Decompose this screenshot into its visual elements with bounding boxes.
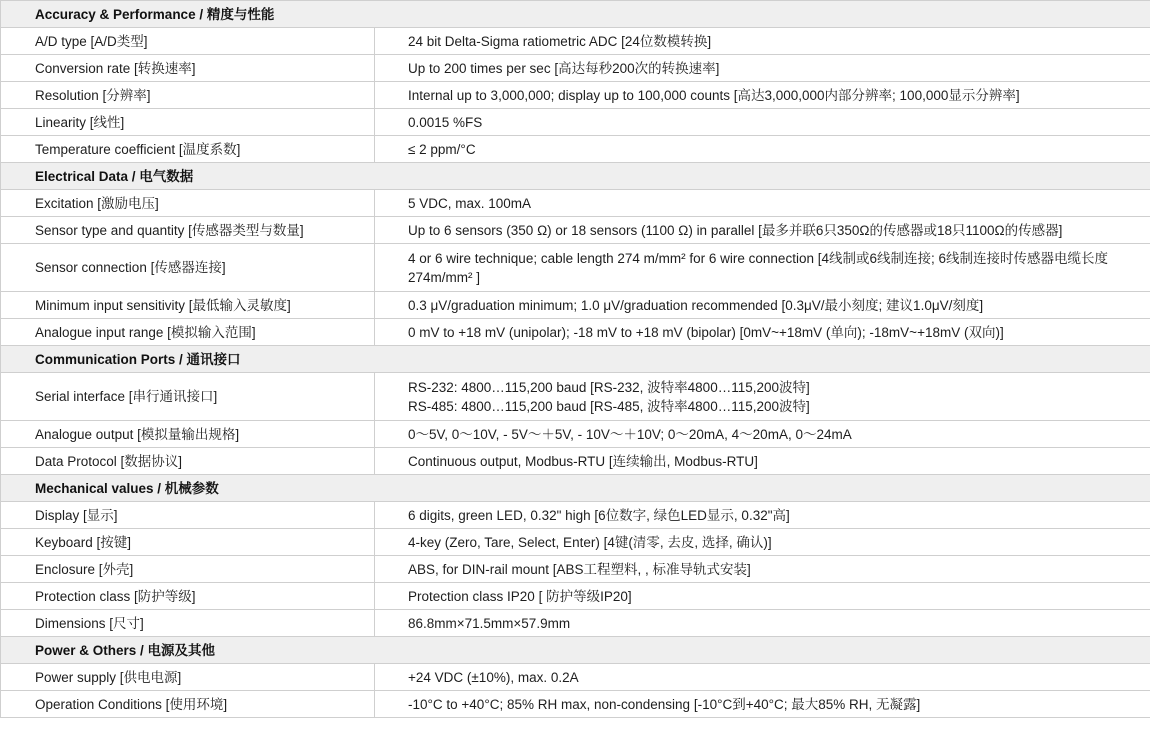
section-title: Power & Others / 电源及其他 xyxy=(1,637,1150,664)
spec-row xyxy=(1,373,1150,421)
spec-value-line: RS-485: 4800…115,200 baud [RS-485, 波特率4800…115,200波特] xyxy=(408,398,810,414)
section-title: Accuracy & Performance / 精度与性能 xyxy=(1,1,1150,28)
spec-value-line: RS-232: 4800…115,200 baud [RS-232, 波特率4800…115,200波特] xyxy=(408,379,810,395)
spec-value xyxy=(375,529,1150,556)
spec-label: Analogue output [模拟量输出规格] xyxy=(1,421,375,448)
spec-row xyxy=(1,82,1150,109)
spec-value xyxy=(375,691,1150,718)
spec-value-line: Protection class IP20 [ 防护等级IP20] xyxy=(408,588,632,604)
spec-value xyxy=(375,109,1150,136)
spec-value-line: 0.0015 %FS xyxy=(408,114,483,130)
spec-label: Sensor type and quantity [传感器类型与数量] xyxy=(1,217,375,244)
spec-value-line: Continuous output, Modbus-RTU [连续输出, Modbus-RTU] xyxy=(408,453,758,469)
spec-row xyxy=(1,502,1150,529)
spec-value-line: Up to 200 times per sec [高达每秒200次的转换速率] xyxy=(408,60,720,76)
spec-label: Dimensions [尺寸] xyxy=(1,610,375,637)
spec-row xyxy=(1,529,1150,556)
spec-value-line: 24 bit Delta-Sigma ratiometric ADC [24位数模转换] xyxy=(408,33,712,49)
spec-label: A/D type [A/D类型] xyxy=(1,28,375,55)
spec-label: Serial interface [串行通讯接口] xyxy=(1,373,375,421)
spec-value xyxy=(375,664,1150,691)
spec-row xyxy=(1,319,1150,346)
spec-value xyxy=(375,583,1150,610)
section-header-row xyxy=(1,637,1150,664)
spec-value xyxy=(375,319,1150,346)
spec-label: Excitation [激励电压] xyxy=(1,190,375,217)
spec-value xyxy=(375,610,1150,637)
spec-value xyxy=(375,82,1150,109)
spec-value xyxy=(375,502,1150,529)
spec-label: Display [显示] xyxy=(1,502,375,529)
spec-value xyxy=(375,292,1150,319)
spec-row xyxy=(1,109,1150,136)
spec-row xyxy=(1,136,1150,163)
spec-row xyxy=(1,28,1150,55)
spec-label: Enclosure [外壳] xyxy=(1,556,375,583)
spec-value xyxy=(375,556,1150,583)
spec-label: Analogue input range [模拟输入范围] xyxy=(1,319,375,346)
spec-label: Keyboard [按键] xyxy=(1,529,375,556)
section-header-row xyxy=(1,163,1150,190)
spec-value-line: 0 mV to +18 mV (unipolar); -18 mV to +18 mV (bipolar) [0mV~+18mV (单向); -18mV~+18mV (双向)] xyxy=(408,324,1004,340)
spec-value xyxy=(375,55,1150,82)
section-title: Mechanical values / 机械参数 xyxy=(1,475,1150,502)
spec-value-line: 4 or 6 wire technique; cable length 274 m/mm² for 6 wire connection [4线制或6线制连接; 6线制连接时传感器电缆长度274m/mm² ] xyxy=(408,250,1108,285)
spec-row xyxy=(1,691,1150,718)
section-header-row xyxy=(1,346,1150,373)
section-header-row xyxy=(1,475,1150,502)
spec-value-line: 0.3 μV/graduation minimum; 1.0 μV/graduation recommended [0.3μV/最小刻度; 建议1.0μV/刻度] xyxy=(408,297,984,313)
spec-row xyxy=(1,190,1150,217)
spec-value xyxy=(375,28,1150,55)
spec-label: Power supply [供电电源] xyxy=(1,664,375,691)
spec-value-line: 0～5V, 0～10V, - 5V～＋5V, - 10V～＋10V; 0～20mA, 4～20mA, 0～24mA xyxy=(408,426,852,442)
spec-value-line: 6 digits, green LED, 0.32" high [6位数字, 绿色LED显示, 0.32"高] xyxy=(408,507,790,523)
spec-value-line: ≤ 2 ppm/°C xyxy=(408,141,476,157)
spec-label: Minimum input sensitivity [最低输入灵敏度] xyxy=(1,292,375,319)
spec-row xyxy=(1,583,1150,610)
spec-value xyxy=(375,421,1150,448)
spec-row xyxy=(1,292,1150,319)
spec-value-line: +24 VDC (±10%), max. 0.2A xyxy=(408,669,579,685)
spec-row xyxy=(1,421,1150,448)
spec-label: Conversion rate [转换速率] xyxy=(1,55,375,82)
spec-label: Resolution [分辨率] xyxy=(1,82,375,109)
spec-row xyxy=(1,448,1150,475)
spec-value-line: Internal up to 3,000,000; display up to 100,000 counts [高达3,000,000内部分辨率; 100,000显示分辨率] xyxy=(408,87,1020,103)
spec-row xyxy=(1,55,1150,82)
spec-value-line: -10°C to +40°C; 85% RH max, non-condensing [-10°C到+40°C; 最大85% RH, 无凝露] xyxy=(408,696,921,712)
spec-value xyxy=(375,217,1150,244)
section-title: Communication Ports / 通讯接口 xyxy=(1,346,1150,373)
spec-label: Sensor connection [传感器连接] xyxy=(1,244,375,292)
section-header-row xyxy=(1,1,1150,28)
spec-value xyxy=(375,373,1150,421)
section-title: Electrical Data / 电气数据 xyxy=(1,163,1150,190)
spec-value xyxy=(375,448,1150,475)
spec-row xyxy=(1,556,1150,583)
spec-value xyxy=(375,190,1150,217)
spec-row xyxy=(1,664,1150,691)
spec-label: Linearity [线性] xyxy=(1,109,375,136)
spec-label: Data Protocol [数据协议] xyxy=(1,448,375,475)
spec-row xyxy=(1,610,1150,637)
spec-label: Protection class [防护等级] xyxy=(1,583,375,610)
spec-row xyxy=(1,217,1150,244)
spec-value-line: ABS, for DIN-rail mount [ABS工程塑料, , 标准导轨式安装] xyxy=(408,561,751,577)
spec-label: Operation Conditions [使用环境] xyxy=(1,691,375,718)
spec-value-line: Up to 6 sensors (350 Ω) or 18 sensors (1100 Ω) in parallel [最多并联6只350Ω的传感器或18只1100Ω的传感器] xyxy=(408,222,1063,238)
spec-value xyxy=(375,136,1150,163)
spec-value-line: 86.8mm×71.5mm×57.9mm xyxy=(408,615,571,631)
specification-table-body xyxy=(1,1,1150,718)
spec-value xyxy=(375,244,1150,292)
spec-row xyxy=(1,244,1150,292)
spec-value-line: 5 VDC, max. 100mA xyxy=(408,195,532,211)
spec-value-line: 4-key (Zero, Tare, Select, Enter) [4键(清零, 去皮, 选择, 确认)] xyxy=(408,534,772,550)
spec-label: Temperature coefficient [温度系数] xyxy=(1,136,375,163)
